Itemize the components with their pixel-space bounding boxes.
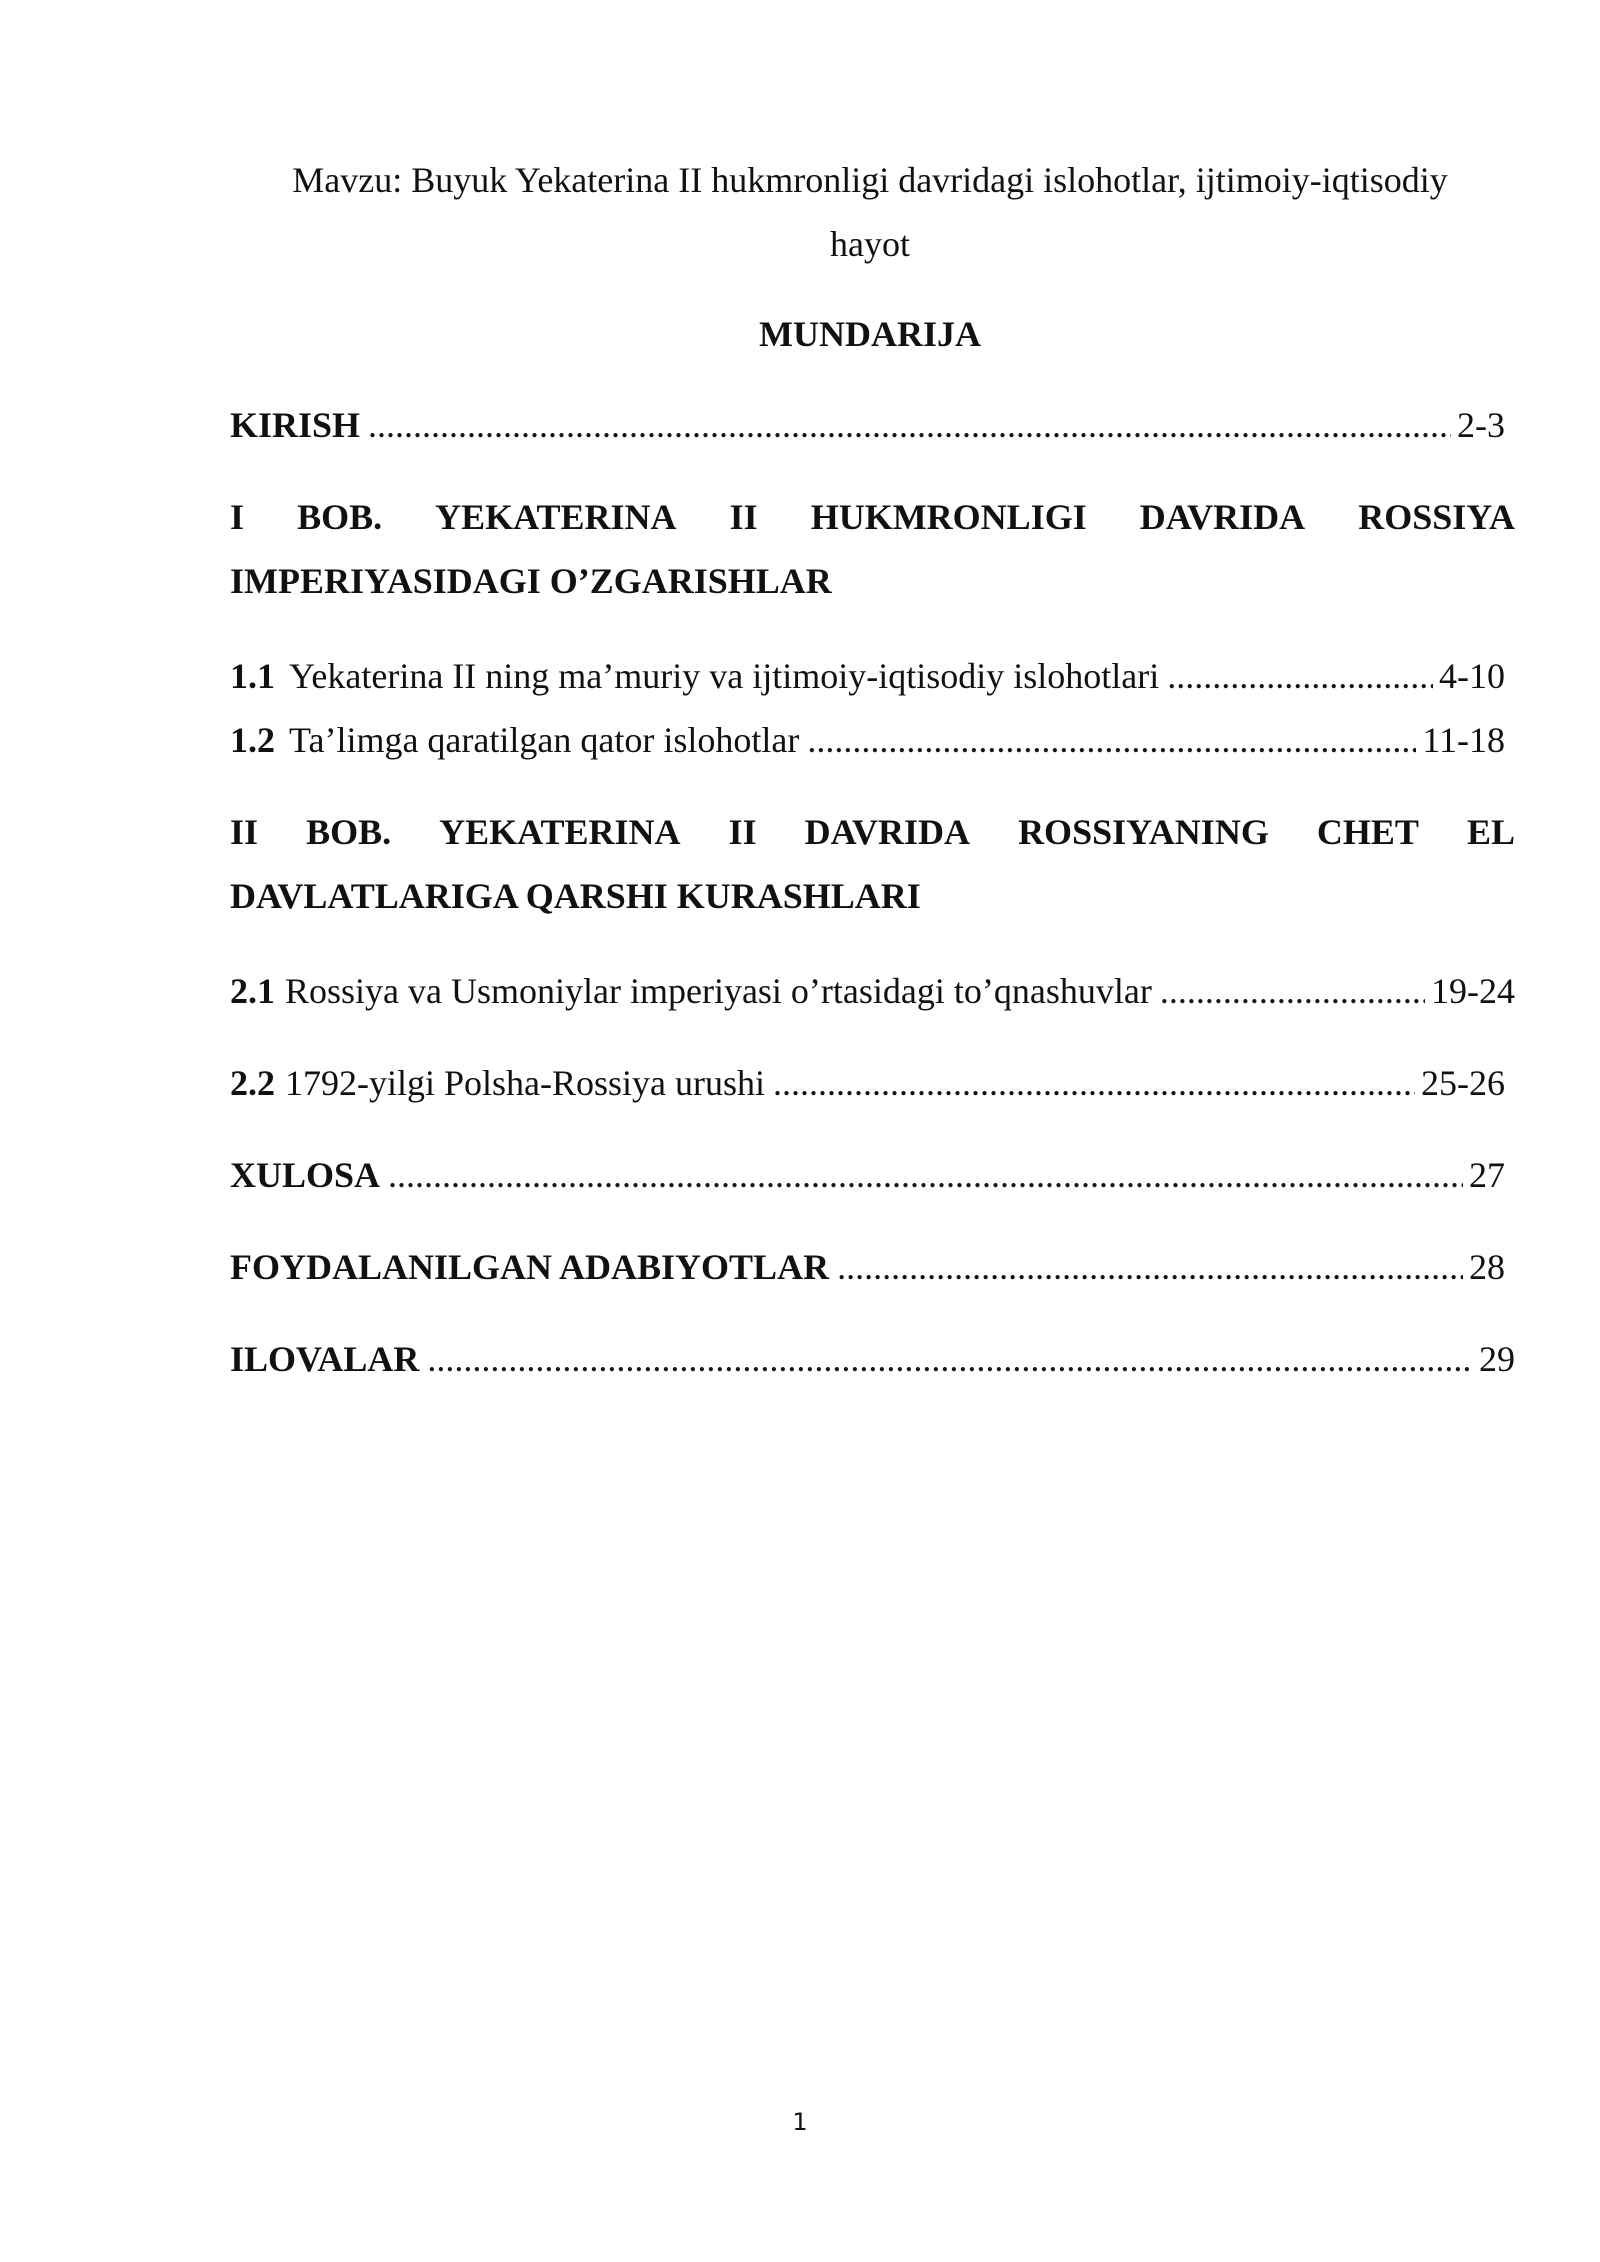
toc-leader-dots	[837, 1235, 1463, 1299]
chapter-1-line-2: IMPERIYASIDAGI O’ZGARISHLAR	[230, 561, 832, 601]
toc-chapter-2	[230, 800, 1515, 928]
chapter-word: DAVRIDA	[804, 812, 971, 852]
section-title: Yekaterina II ning ma’muriy va ijtimoiy-iqtisodiy islohotlari	[289, 656, 1160, 696]
chapter-word: CHET	[1316, 812, 1419, 852]
toc-page-ref: 11-18	[1422, 720, 1505, 760]
toc-page-ref: 29	[1479, 1339, 1515, 1379]
chapter-word: II	[230, 812, 259, 852]
topic-title	[230, 148, 1510, 276]
toc-entry-label: KIRISH	[230, 405, 361, 445]
chapter-2-line-1	[230, 800, 1515, 864]
toc-page-ref: 4-10	[1439, 656, 1505, 696]
chapter-word: YEKATERINA	[439, 812, 681, 852]
toc-entry-label: XULOSA	[230, 1155, 381, 1195]
toc-leader-dots	[773, 1051, 1415, 1115]
toc-page-ref: 19-24	[1431, 971, 1515, 1011]
toc-page-ref: 27	[1469, 1155, 1505, 1195]
section-title: Ta’limga qaratilgan qator islohotlar	[289, 720, 800, 760]
topic-line-1: Mavzu: Buyuk Yekaterina II hukmronligi davridagi islohotlar, ijtimoiy-iqtisodiy	[292, 160, 1448, 200]
toc-entry-label: FOYDALANILGAN ADABIYOTLAR	[230, 1247, 830, 1287]
chapter-word: BOB.	[297, 497, 383, 537]
section-number: 2.1	[230, 971, 275, 1011]
toc-entry-label: ILOVALAR	[230, 1339, 420, 1379]
topic-line-2: hayot	[830, 224, 910, 264]
toc-leader-dots	[368, 393, 1451, 457]
chapter-word: II	[729, 497, 758, 537]
toc-entry-appendix	[230, 1327, 1515, 1391]
chapter-1-line-1	[230, 485, 1515, 549]
chapter-word: HUKMRONLIGI	[810, 497, 1087, 537]
toc-entry-1-1	[230, 644, 1505, 708]
section-title: 1792-yilgi Polsha-Rossiya urushi	[285, 1063, 766, 1103]
toc-entry-references	[230, 1235, 1505, 1299]
section-number: 1.1	[230, 656, 275, 696]
toc-page-ref: 2-3	[1457, 405, 1505, 445]
toc-entry-1-2	[230, 708, 1505, 772]
toc-leader-dots	[427, 1327, 1473, 1391]
toc-heading: MUNDARIJA	[759, 314, 981, 354]
toc-leader-dots	[1160, 959, 1425, 1023]
chapter-word: YEKATERINA	[435, 497, 677, 537]
chapter-word: II	[728, 812, 757, 852]
toc-entry-intro	[230, 393, 1505, 457]
toc-entry-conclusion	[230, 1143, 1505, 1207]
chapter-word: DAVRIDA	[1139, 497, 1306, 537]
chapter-word: I	[230, 497, 245, 537]
toc-entry-2-2	[230, 1051, 1505, 1115]
section-number: 1.2	[230, 720, 275, 760]
toc-page-ref: 28	[1469, 1247, 1505, 1287]
chapter-word: BOB.	[306, 812, 392, 852]
chapter-word: ROSSIYA	[1358, 497, 1515, 537]
toc-entry-2-1	[230, 959, 1515, 1023]
toc-chapter-1	[230, 485, 1515, 613]
chapter-word: EL	[1466, 812, 1515, 852]
section-number: 2.2	[230, 1063, 275, 1103]
chapter-2-line-2: DAVLATLARIGA QARSHI KURASHLARI	[230, 876, 921, 916]
toc-page-ref: 25-26	[1421, 1063, 1505, 1103]
toc-leader-dots	[388, 1143, 1463, 1207]
page-number: 1	[792, 2108, 808, 2136]
chapter-word: ROSSIYANING	[1018, 812, 1269, 852]
toc-leader-dots	[807, 708, 1416, 772]
section-title: Rossiya va Usmoniylar imperiyasi o’rtasidagi to’qnashuvlar	[285, 971, 1152, 1011]
toc-leader-dots	[1167, 644, 1433, 708]
